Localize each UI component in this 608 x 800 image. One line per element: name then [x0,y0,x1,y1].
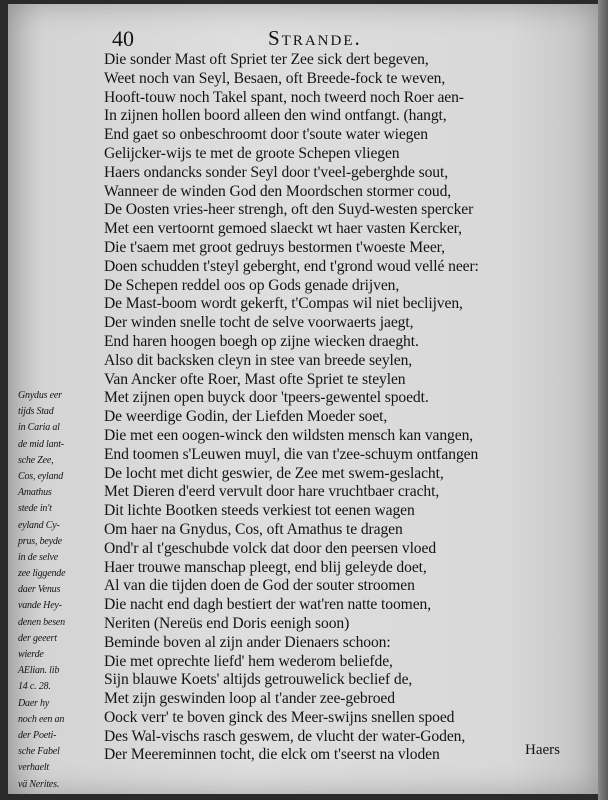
book-page [8,4,598,794]
verse-line: Al van die tijden doen de God der souter stroomen [104,577,415,595]
binding-shadow [598,0,608,800]
margin-note-line: Gnydus eer [18,390,62,401]
verse-line: Van Ancker ofte Roer, Mast ofte Spriet te steylen [104,370,406,388]
margin-note [18,388,106,793]
catchword: Haers [525,742,560,758]
margin-note-line: de mid lant- [18,438,64,450]
verse-line: De Mast-boom wordt gekerft, t'Compas wil niet beclijven, [104,295,463,313]
margin-note-line: eyland Cy- [18,519,60,531]
verse-line: De Schepen reddel oos op Gods genade drijven, [104,276,400,294]
verse-line: Oock verr' te boven ginck des Meer-swijns snellen spoed [104,708,455,726]
margin-note-line: der geeert [18,632,57,644]
margin-note-line: prus, beyde [18,535,62,547]
verse-line: Haers ondancks sonder Seyl door t'veel-geberghde sout, [104,163,448,181]
margin-note-line: verhaelt [18,762,49,774]
verse-line: Weet noch van Seyl, Besaen, oft Breede-fock te weven, [104,69,446,87]
verse-line: End gaet so onbeschroomt door t'soute water wiegen [104,126,428,144]
verse-line: De locht met dicht geswier, de Zee met swem-geslacht, [104,464,444,482]
margin-note-line: noch een an [18,713,65,725]
verse-line: Wanneer de winden God den Moordschen stormer coud, [104,182,452,200]
verse-line: End toomen s'Leuwen muyl, die van t'zee-schuym ontfangen [104,445,479,463]
verse-line: End haren hoogen boegh op zijne wiecken draeght. [104,332,419,350]
verse-line: Hooft-touw noch Takel spant, noch tweerd noch Roer aen- [104,88,464,106]
verse-line: Om haer na Gnydus, Cos, oft Amathus te dragen [104,520,403,538]
margin-note-line: sche Fabel [18,746,60,758]
verse-line: Der winden snelle tocht de selve voorwaerts jaegt, [104,314,414,332]
margin-note-line: vä Nerites. [18,778,60,790]
margin-note-line: Daer hy [18,697,50,709]
margin-note-line: wierde [18,649,44,660]
verse-line: Met zijn geswinden loop al t'ander zee-gebroed [104,690,395,708]
verse-line: Gelijcker-wijs te met de groote Schepen vliegen [104,144,400,162]
margin-note-line: zee liggende [18,568,66,580]
verse-line: Haer trouwe manschap pleegt, end blij geleyde doet, [104,558,427,576]
verse-line: In zijnen hollen boord alleen den wind ontfangt. (hangt, [104,107,447,125]
margin-note-line: stede in't [18,503,52,515]
margin-note-line: sche Zee, [18,454,54,466]
margin-note-line: Cos, eyland [18,470,64,482]
verse-line: Des Wal-vischs rasch geswem, de vlucht der water-Goden, [104,727,466,745]
margin-note-line: denen besen [18,616,65,628]
margin-note-line: Amathus [18,487,52,499]
verse-line: De weerdige Godin, der Liefden Moeder soet, [104,408,388,426]
verse-line: Met Dieren d'eerd vervult door hare vruchtbaer cracht, [104,483,440,501]
margin-note-line: in Caria al [18,422,60,434]
verse-line: Die sonder Mast oft Spriet ter Zee sick dert begeven, [104,51,429,68]
verse-line: Die nacht end dagh bestiert der wat'ren natte toomen, [104,596,432,614]
margin-note-line: 14 c. 28. [18,681,51,693]
margin-note-line: in de selve [18,551,59,563]
verse-line: Die met een oogen-winck den wildsten mensch kan vangen, [104,426,474,444]
verse-line: Ond'r al t'geschubde volck dat door den peersen vloed [104,539,437,557]
page-header [112,26,512,52]
verse-line: Doen schudden t'steyl geberght, end t'grond woud vellé neer: [104,257,479,275]
verse-line: Sijn blauwe Koets' altijds getrouwelick beclief de, [104,671,413,689]
verse-line: Met zijnen open buyck door 'tpeers-gewentel spoedt. [104,389,429,407]
verse-line: De Oosten vries-heer strengh, oft den Suyd-westen spercker [104,201,474,219]
running-head: Strande. [268,26,362,50]
verse-line: Die t'saem met groot gedruys bestormen t'woeste Meer, [104,238,445,256]
verse-line: Dit lichte Bootken steeds verkiest tot eenen wagen [104,502,415,520]
margin-note-line: der Poeti- [18,729,57,741]
margin-note-line: tijds Stad [18,406,54,418]
page-number: 40 [112,26,134,51]
verse-line: Also dit backsken cleyn in stee van breede seylen, [104,351,413,369]
verse-line: Met een vertoornt gemoed slaeckt wt haer vasten Kercker, [104,220,462,238]
verse-line: Die met oprechte liefd' hem wederom beliefde, [104,652,393,670]
verse-body [104,51,574,765]
verse-line: Der Meereminnen tocht, die elck om t'seerst na vloden [104,746,440,764]
verse-line: Neriten (Nereüs end Doris eenigh soon) [104,614,350,632]
margin-note-line: vande Hey- [18,600,62,612]
margin-note-line: daer Venus [18,584,61,596]
margin-note-line: AElian. lib [18,665,60,677]
verse-line: Beminde boven al zijn ander Dienaers schoon: [104,633,391,651]
